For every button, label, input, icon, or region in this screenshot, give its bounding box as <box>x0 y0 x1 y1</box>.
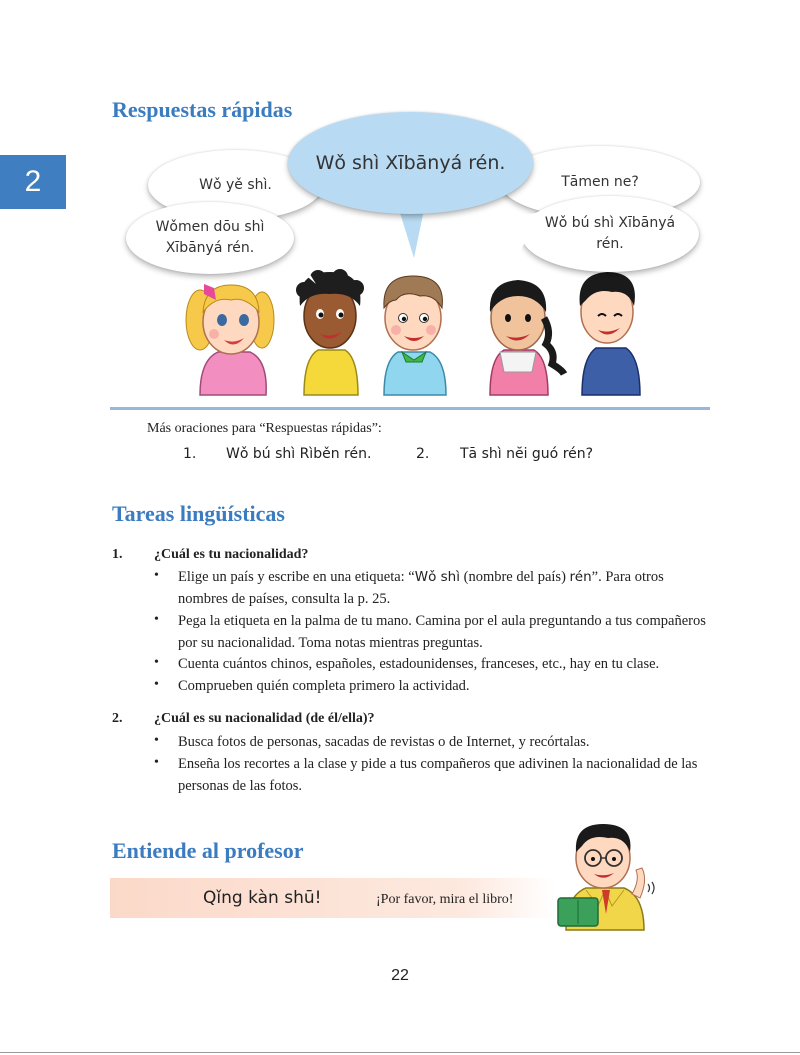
bubble-text-line2: rén. <box>596 236 624 252</box>
bubble-text-line2: Xībānyá rén. <box>165 240 255 256</box>
task-2-title: ¿Cuál es su nacionalidad (de él/ella)? <box>154 711 375 726</box>
bullet-pinyin: Wǒ shì <box>414 569 460 585</box>
boy-afro-figure <box>296 269 364 395</box>
bubble-text: Wǒ yě shì. <box>199 176 272 193</box>
speech-bubble-center <box>288 112 533 214</box>
task-2-bullet-1: Busca fotos de personas, sacadas de revistas o de Internet, y recórtalas. <box>178 734 590 750</box>
girl-braids-figure <box>490 280 564 395</box>
task-1-bullet-3: Cuenta cuántos chinos, españoles, estadounidenses, franceses, etc., hay en tu clase. <box>178 656 660 672</box>
teacher-section-title: Entiende al profesor <box>112 838 304 863</box>
task-2-bullet-2: Enseña los recortes a la clase y pide a tus compañeros que adivinen la nacionalidad de las personas de las fotos. <box>178 756 698 794</box>
task-1-bullet-1 <box>178 566 713 610</box>
speech-bubble-right-bottom <box>521 196 699 272</box>
teacher-phrase-spanish: ¡Por favor, mira el libro! <box>376 892 514 907</box>
task-1-bullet-2: Pega la etiqueta en la palma de tu mano. Camina por el aula preguntando a tus compañeros por su nacionalidad. Toma notas mientras preguntas. <box>178 613 706 651</box>
page-number: 22 <box>391 967 409 984</box>
bullet-text: Elige un país y escribe en una etiqueta: “ <box>178 569 415 585</box>
more-item-1-num: 1. <box>183 446 197 462</box>
teacher-illustration <box>548 818 658 933</box>
bullet-pinyin: rén <box>569 569 592 585</box>
bullet-text: ”. Para otros nombres de países, consulta la p. 25. <box>178 569 664 607</box>
girl-blonde-figure <box>186 284 274 395</box>
more-item-2-num: 2. <box>416 446 430 462</box>
bubble-text: Tāmen ne? <box>561 173 639 190</box>
more-item-1-text: Wǒ bú shì Rìběn rén. <box>226 446 372 462</box>
boy-center-figure <box>384 276 446 395</box>
task-2-number: 2. <box>112 711 123 726</box>
language-tasks-title: Tareas lingüísticas <box>112 501 285 526</box>
boy-asian-figure <box>580 272 640 395</box>
bullet-icon: • <box>154 612 159 627</box>
bullet-icon: • <box>154 733 159 748</box>
task-1-bullet-4: Comprueben quién completa primero la actividad. <box>178 678 470 694</box>
bullet-icon: • <box>154 568 159 583</box>
section-divider <box>110 407 710 410</box>
bullet-icon: • <box>154 755 159 770</box>
bullet-icon: • <box>154 655 159 670</box>
more-sentences-intro: Más oraciones para “Respuestas rápidas”: <box>147 421 382 436</box>
speech-bubble-left-bottom <box>126 202 294 274</box>
quick-answers-title: Respuestas rápidas <box>112 97 293 122</box>
bullet-icon: • <box>154 677 159 692</box>
bubble-text: Wǒ shì Xībānyá rén. <box>315 151 506 174</box>
teacher-phrase-pinyin: Qǐng kàn shū! <box>203 888 322 908</box>
task-1-title: ¿Cuál es tu nacionalidad? <box>154 547 309 562</box>
bubble-text-line1: Wǒ bú shì Xībānyá <box>544 215 676 231</box>
page-bottom-rule <box>0 1052 800 1053</box>
more-item-2-text: Tā shì nĕi guó rén? <box>460 446 594 462</box>
chapter-number: 2 <box>24 165 42 198</box>
task-1-number: 1. <box>112 547 123 562</box>
bullet-text: (nombre del país) <box>460 569 570 585</box>
bubble-text-line1: Wǒmen dōu shì <box>155 219 265 235</box>
